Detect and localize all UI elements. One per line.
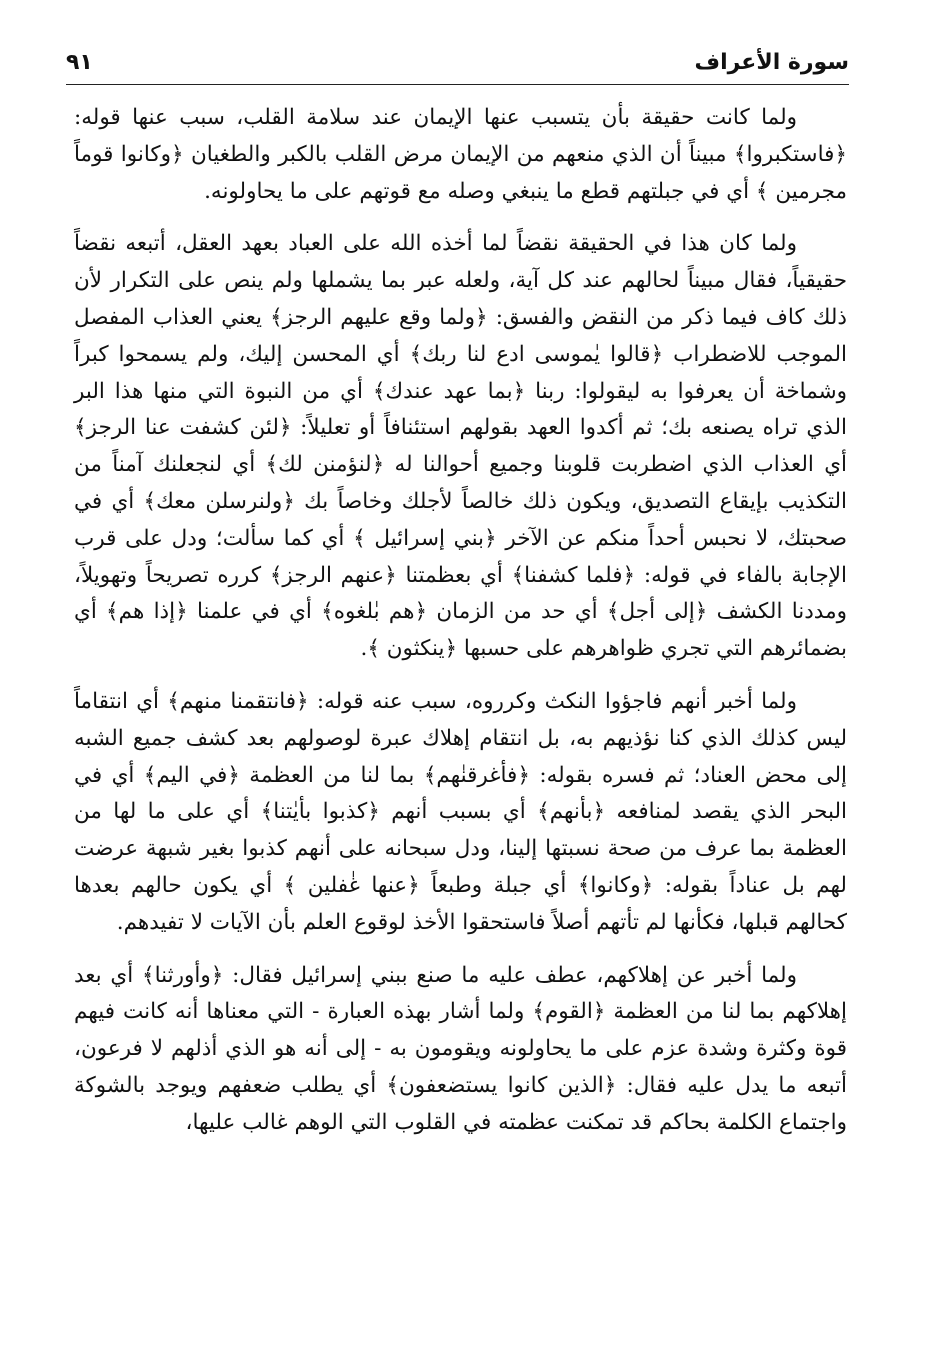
running-header-title: سورة الأعراف: [694, 50, 849, 75]
page-header: [66, 44, 849, 85]
body-text: [74, 100, 847, 1158]
paragraph: ولما أخبر أنهم فاجؤوا النكث وكرروه، سبب عنه قوله: ﴿فانتقمنا منهم﴾ أي انتقاماً ليس كذلك الذي كنا نؤذيهم به، بل انتقام إهلاك عبرة لوصولهم بعد كشف جميع الشبه إلى محض العناد؛ ثم فسره بقوله: ﴿فأغرقنٰهم﴾ بما لنا من العظمة ﴿في اليم﴾ أي في البحر الذي يقصد لمنافعه ﴿بأنهم﴾ أي بسبب أنهم ﴿كذبوا بأيٰتنا﴾ أي على ما لها من العظمة بما عرف من صحة نسبتها إلينا، ودل سبحانه على أنهم كذبوا بغير شبهة عرضت لهم بل عناداً بقوله: ﴿وكانوا﴾ أي جبلة وطبعاً ﴿عنها غٰفلين ﴾ أي يكون حالهم بعدها كحالهم قبلها، فكأنها لم تأتهم أصلاً فاستحقوا الأخذ لوقوع العلم بأن الآيات لا تفيدهم.: [74, 688, 847, 935]
paragraph: ولما أخبر عن إهلاكهم، عطف عليه ما صنع ببني إسرائيل فقال: ﴿وأورثنا﴾ أي بعد إهلاكهم بما لنا من العظمة ﴿القوم﴾ ولما أشار بهذه العبارة - التي معناها أنه كانت فيهم قوة وكثرة وشدة عزم على ما يحاولونه ويقومون به - إلى أنه هو الذي أذلهم لا فرعون، أتبعه ما يدل عليه فقال: ﴿الذين كانوا يستضعفون﴾ أي يطلب ضعفهم ويوجد بالشوكة واجتماع الكلمة بحاكم قد تمكنت عظمته في القلوب التي الوهم غالب عليها،: [74, 962, 847, 1135]
paragraph: ولما كانت حقيقة بأن يتسبب عنها الإيمان عند سلامة القلب، سبب عنها قوله: ﴿فاستكبروا﴾ مبيناً أن الذي منعهم من الإيمان مرض القلب بالكبر والطغيان ﴿وكانوا قوماً مجرمين ﴾ أي في جبلتهم قطع ما ينبغي وصله مع قوتهم على ما يحاولونه.: [74, 105, 847, 204]
paragraph: ولما كان هذا في الحقيقة نقضاً لما أخذه الله على العباد بعهد العقل، أتبعه نقضاً حقيقياً، فقال مبيناً لحالهم عند كل آية، ولعله عبر بما يشملها ولم ينص على التكرار لأن ذلك كاف فيما ذكر من النقض والفسق: ﴿ولما وقع عليهم الرجز﴾ يعني العذاب المفصل الموجب للاضطراب ﴿قالوا يٰموسى ادع لنا ربك﴾ أي المحسن إليك، ولم يسمحوا كبراً وشماخة أن يعرفوا به ليقولوا: ربنا ﴿بما عهد عندك﴾ أي من النبوة التي منها هذا البر الذي تراه يصنعه بك؛ ثم أكدوا العهد بقولهم استئنافاً أو تعليلاً: ﴿لئن كشفت عنا الرجز﴾ أي العذاب الذي اضطربت قلوبنا وجميع أحوالنا له ﴿لنؤمنن لك﴾ أي لنجعلنك آمناً من التكذيب بإيقاع التصديق، ويكون ذلك خالصاً لأجلك وخاصاً بك ﴿ولنرسلن معك﴾ أي في صحبتك، لا نحبس أحداً منكم عن الآخر ﴿بني إسرائيل ﴾ أي كما سألت؛ ودل على قرب الإجابة بالفاء في قوله: ﴿فلما كشفنا﴾ أي بعظمتنا ﴿عنهم الرجز﴾ كرره تصريحاً وتهويلاً، ومددنا الكشف ﴿إلى أجل﴾ أي حد من الزمان ﴿هم بٰلغوه﴾ أي في علمنا ﴿إذا هم﴾ أي بضمائرهم التي تجري ظواهرهم على حسبها ﴿ينكثون ﴾.: [74, 231, 847, 662]
page-number: ٩١: [66, 50, 93, 75]
